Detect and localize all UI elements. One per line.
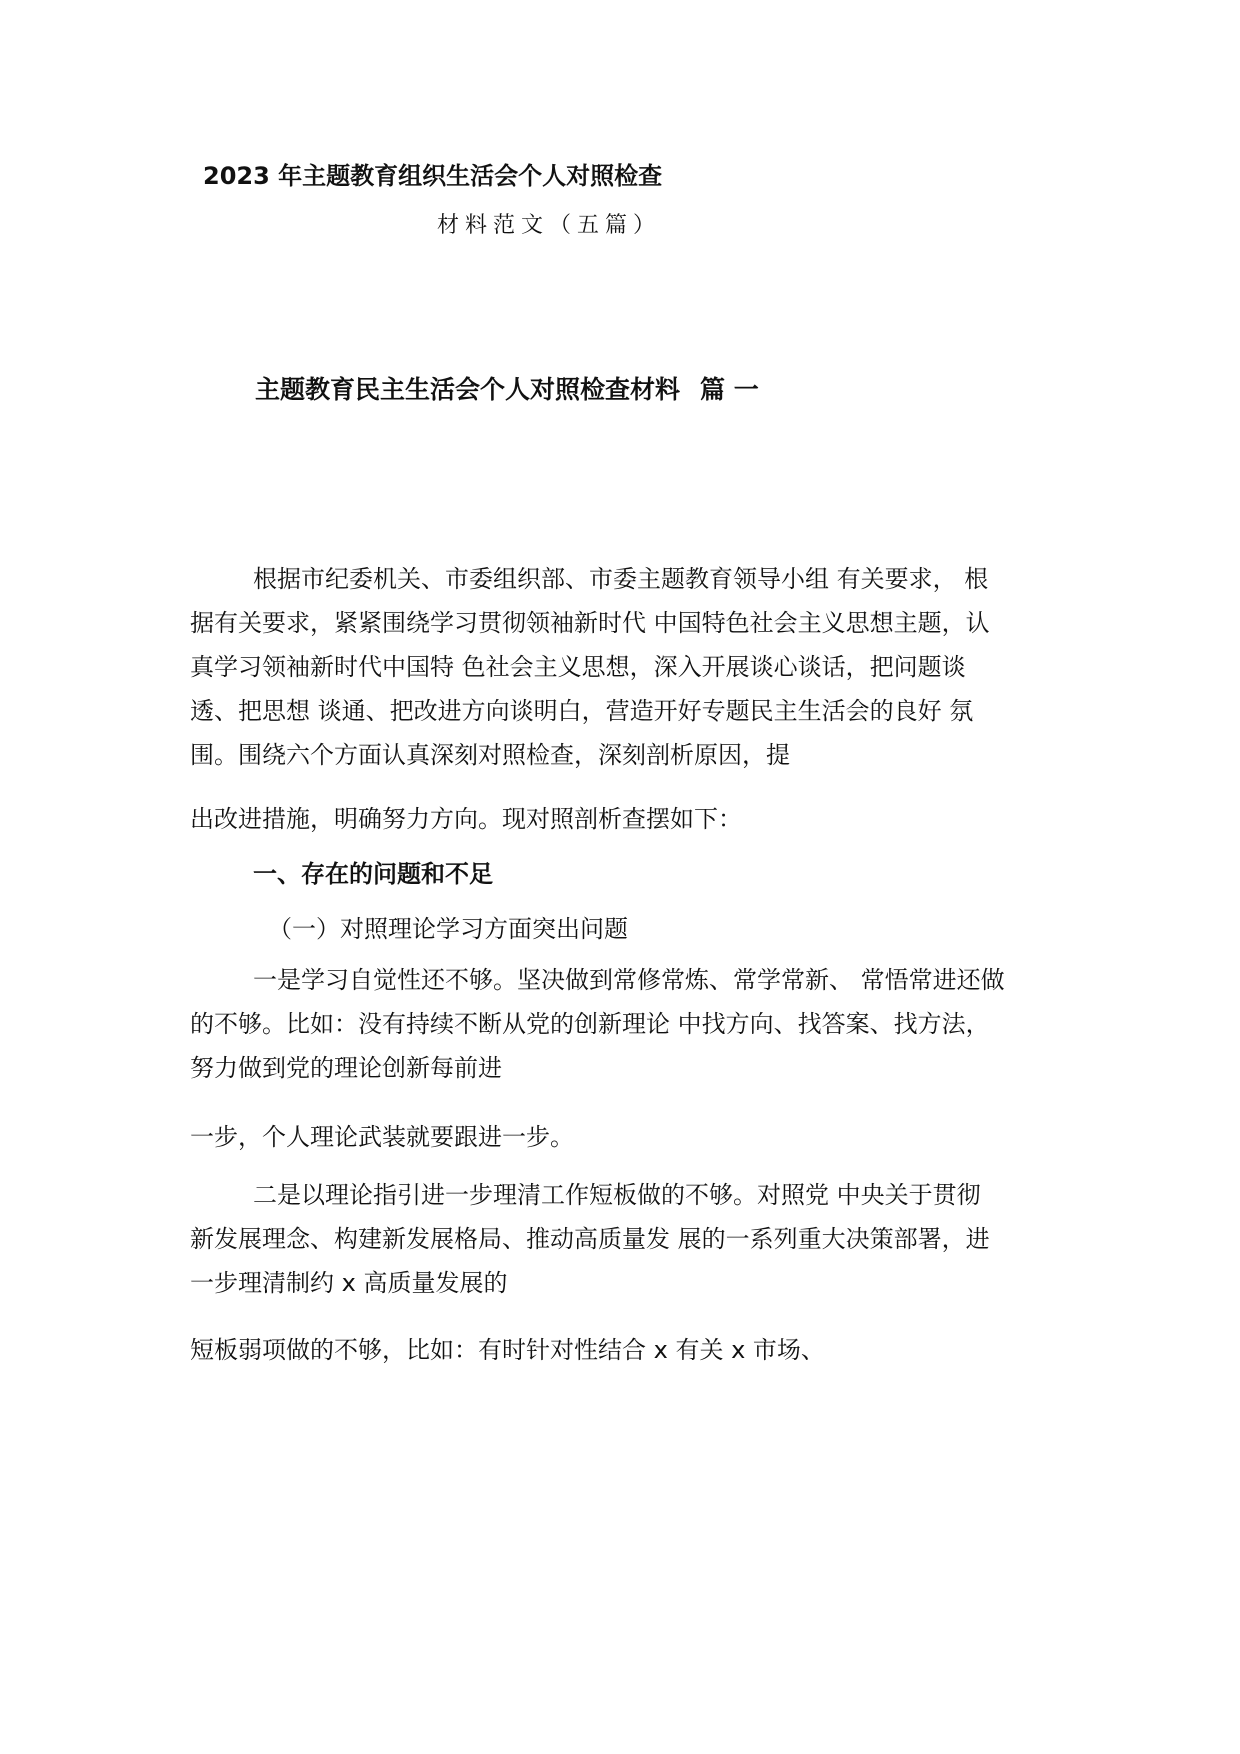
paragraph-point-two xyxy=(190,1173,1060,1305)
paragraph-line: 短板弱项做的不够，比如：有时针对性结合 x 有关 x 市场、 xyxy=(190,1336,825,1364)
section-heading-text: 主题教育民主生活会个人对照检查材料 xyxy=(255,375,681,404)
paragraph-line: 透、把思想 谈通、把改进方向谈明白，营造开好专题民主生活会的良好 氛 xyxy=(190,697,974,725)
document-subtitle: 材料范文（五篇） xyxy=(437,213,662,238)
paragraph-line: 一步理清制约 x 高质量发展的 xyxy=(190,1269,508,1297)
heading-theory-study: （一）对照理论学习方面突出问题 xyxy=(268,915,628,943)
section-heading xyxy=(255,370,759,406)
heading-problems: 一、存在的问题和不足 xyxy=(253,860,493,888)
paragraph-line: 围。围绕六个方面认真深刻对照检查，深刻剖析原因，提 xyxy=(190,741,790,769)
paragraph-line: 二是以理论指引进一步理清工作短板做的不够。对照党 中央关于贯彻 xyxy=(253,1181,981,1209)
paragraph-line: 一步，个人理论武装就要跟进一步。 xyxy=(190,1123,574,1151)
paragraph-line: 据有关要求，紧紧围绕学习贯彻领袖新时代 中国特色社会主义思想主题，认 xyxy=(190,609,990,637)
paragraph-line: 根据市纪委机关、市委组织部、市委主题教育领导小组 有关要求， 根 xyxy=(253,565,989,593)
paragraph-intro xyxy=(190,557,1060,777)
section-part-label: 篇 一 xyxy=(700,375,759,404)
paragraph-line: 一是学习自觉性还不够。坚决做到常修常炼、常学常新、 常悟常进还做 xyxy=(253,966,1005,994)
paragraph-line: 出改进措施，明确努力方向。现对照剖析查摆如下： xyxy=(190,805,742,833)
paragraph-point-one-continued xyxy=(190,1115,1060,1159)
paragraph-point-one xyxy=(190,958,1060,1090)
paragraph-point-two-continued xyxy=(190,1328,1060,1372)
document-title: 2023 年主题教育组织生活会个人对照检查 xyxy=(203,162,663,190)
paragraph-line: 新发展理念、构建新发展格局、推动高质量发 展的一系列重大决策部署，进 xyxy=(190,1225,990,1253)
paragraph-line: 真学习领袖新时代中国特 色社会主义思想，深入开展谈心谈话，把问题谈 xyxy=(190,653,966,681)
paragraph-line: 的不够。比如：没有持续不断从党的创新理论 中找方向、找答案、找方法， xyxy=(190,1010,990,1038)
paragraph-line: 努力做到党的理论创新每前进 xyxy=(190,1054,502,1082)
paragraph-intro-continued xyxy=(190,797,1060,841)
